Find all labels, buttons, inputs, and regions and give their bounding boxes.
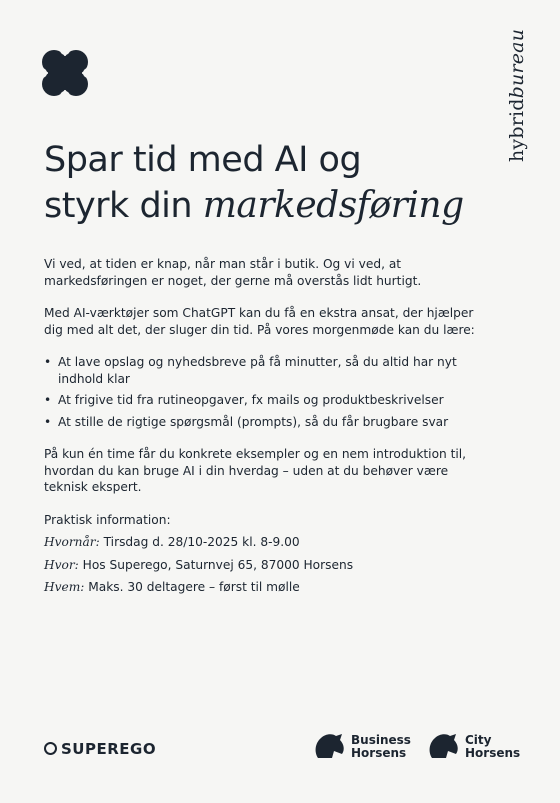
- title-line-1: Spar tid med AI og: [44, 140, 362, 180]
- city-horsens-logo: [426, 732, 520, 762]
- tools-paragraph: Med AI-værktøjer som ChatGPT kan du få en ekstra ansat, der hjælper dig med alt det, der sluger din tid. På vores morgenmøde kan du lære:: [44, 306, 475, 337]
- intro-paragraph: Vi ved, at tiden er knap, når man står i butik. Og vi ved, at markedsføringen er noget, der gerne må overstås lidt hurtigt.: [44, 257, 422, 288]
- info-where: [44, 557, 484, 574]
- business-horsens-logo: [312, 732, 411, 762]
- brand-suffix: bureau: [506, 28, 528, 99]
- partner1-line1: Business: [351, 733, 411, 747]
- superego-wordmark: SUPEREGO: [61, 740, 157, 758]
- where-label: Hvor:: [44, 557, 79, 572]
- partner2-line1: City: [465, 733, 492, 747]
- page-title: [44, 138, 464, 229]
- where-value: Hos Superego, Saturnvej 65, 87000 Horsens: [78, 557, 354, 572]
- ring-icon: [44, 742, 57, 755]
- clover-logo-icon: [40, 48, 90, 98]
- brand-prefix: hybrid: [506, 98, 528, 162]
- list-item: • At frigive tid fra rutineopgaver, fx mails og produktbeskrivelser: [44, 392, 484, 409]
- title-line-2-plain: styrk din: [44, 186, 203, 226]
- when-label: Hvornår:: [44, 535, 100, 549]
- benefit-list: [44, 354, 484, 430]
- who-label: Hvem:: [44, 580, 85, 594]
- practical-info: [44, 512, 484, 596]
- info-who: [44, 579, 484, 596]
- info-when: [44, 534, 484, 551]
- who-value: Maks. 30 deltagere – først til mølle: [84, 580, 300, 594]
- partner2-line2: Horsens: [465, 746, 521, 760]
- hybridbureau-wordmark: [506, 28, 528, 162]
- horse-head-icon: [312, 732, 346, 762]
- footer-logos: [0, 730, 560, 770]
- when-value: Tirsdag d. 28/10-2025 kl. 8-9.00: [99, 535, 300, 549]
- closing-paragraph: På kun én time får du konkrete eksempler og en nem introduktion til, hvordan du kan bruge AI i din hverdag – uden at du behøver være teknisk ekspert.: [44, 447, 467, 494]
- partner1-line2: Horsens: [351, 746, 407, 760]
- info-heading: Praktisk information:: [44, 512, 171, 527]
- body-content: [44, 256, 484, 602]
- list-item: • At lave opslag og nyhedsbreve på få minutter, så du altid har nyt indhold klar: [44, 354, 484, 387]
- list-item: • At stille de rigtige spørgsmål (prompts), så du får brugbare svar: [44, 414, 484, 431]
- horse-head-icon: [426, 732, 460, 762]
- superego-logo: [44, 740, 156, 758]
- title-line-2-italic: markedsføring: [202, 185, 464, 226]
